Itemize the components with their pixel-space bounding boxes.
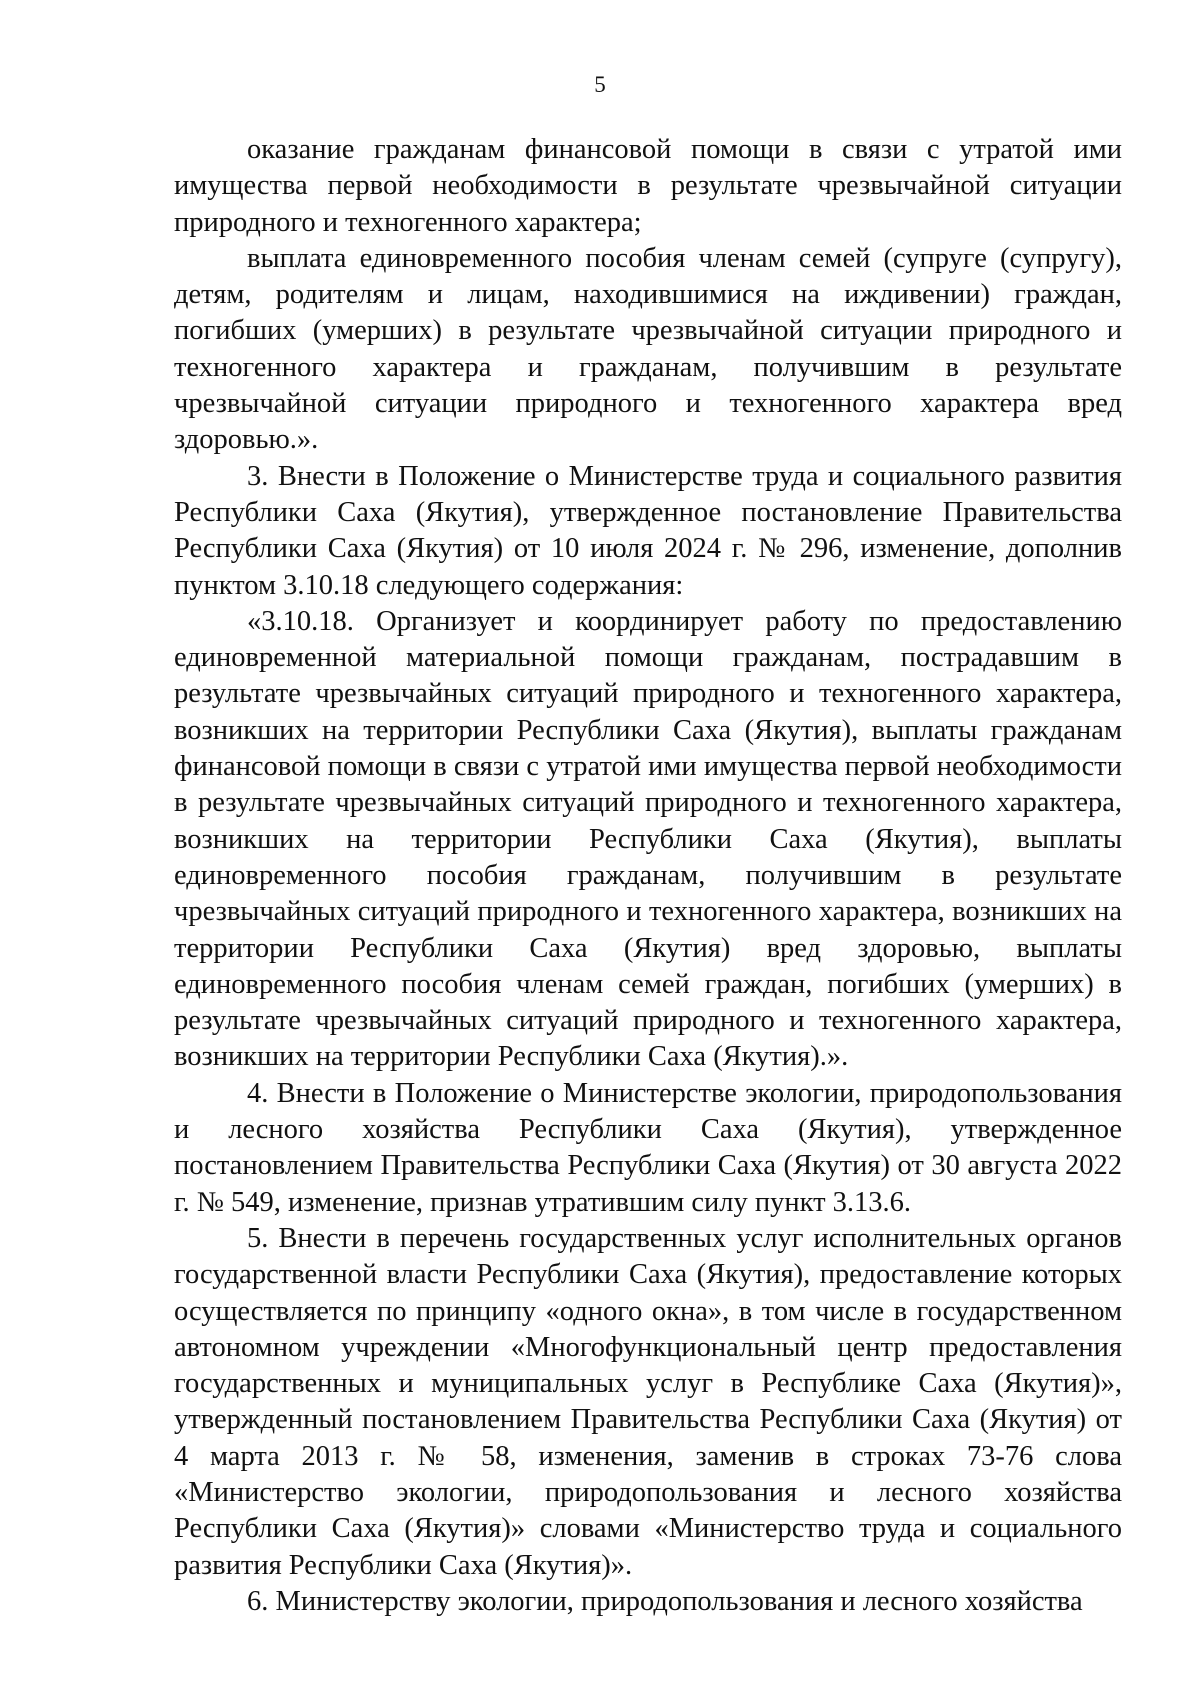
paragraph-item-3-10-18: «3.10.18. Организует и координирует работу по предоставлению единовременной материальной помощи гражданам, пострадавшим в результате чрезвычайных ситуаций природного и техногенного характера, возникших на территории Республики Саха (Якутия), выплаты гражданам финансовой помощи в связи с утратой ими имущества первой необходимости в результате чрезвычайных ситуаций природного и техногенного характера, возникших на территории Республики Саха (Якутия), выплаты единовременного пособия гражданам, получившим в результате чрезвычайных ситуаций природного и техногенного характера, возникших на территории Республики Саха (Якутия) вред здоровью, выплаты единовременного пособия членам семей граждан, погибших (умерших) в результате чрезвычайных ситуаций природного и техногенного характера, возникших на территории Республики Саха (Якутия).». <box>174 605 1122 1073</box>
paragraph-item-6: 6. Министерству экологии, природопользования и лесного хозяйства <box>247 1585 1083 1617</box>
paragraph-item-5: 5. Внести в перечень государственных услуг исполнительных органов государственной власти Республики Саха (Якутия), предоставление которых осуществляется по принципу «одного окна», в том числе в государственном автономном учреждении «Многофункциональный центр предоставления государственных и муниципальных услуг в Республике Саха (Якутия)», утвержденный постановлением Правительства Республики Саха (Якутия) от 4 марта 2013 г. № 58, изменения, заменив в строках 73-76 слова «Министерство экологии, природопользования и лесного хозяйства Республики Саха (Якутия)» словами «Министерство труда и социального развития Республики Саха (Якутия)». <box>174 1222 1122 1581</box>
document-body <box>174 132 1122 1620</box>
paragraph-item-3: 3. Внести в Положение о Министерстве труда и социального развития Республики Саха (Якутия), утвержденное постановление Правительства Республики Саха (Якутия) от 10 июля 2024 г. № 296, изменение, дополнив пунктом 3.10.18 следующего содержания: <box>174 460 1122 601</box>
paragraph-lump-sum-benefit: выплата единовременного пособия членам семей (супруге (супругу), детям, родителям и лицам, находившимися на иждивении) граждан, погибших (умерших) в результате чрезвычайной ситуации природного и техногенного характера и гражданам, получившим в результате чрезвычайной ситуации природного и техногенного характера вред здоровью.». <box>174 242 1122 456</box>
paragraph-item-4: 4. Внести в Положение о Министерстве экологии, природопользования и лесного хозяйства Республики Саха (Якутия), утвержденное постановлением Правительства Республики Саха (Якутия) от 30 августа 2022 г. № 549, изменение, признав утратившим силу пункт 3.13.6. <box>174 1077 1122 1218</box>
page-number: 5 <box>594 72 606 97</box>
paragraph-financial-aid: оказание гражданам финансовой помощи в связи с утратой ими имущества первой необходимости в результате чрезвычайной ситуации природного и техногенного характера; <box>174 134 1122 238</box>
